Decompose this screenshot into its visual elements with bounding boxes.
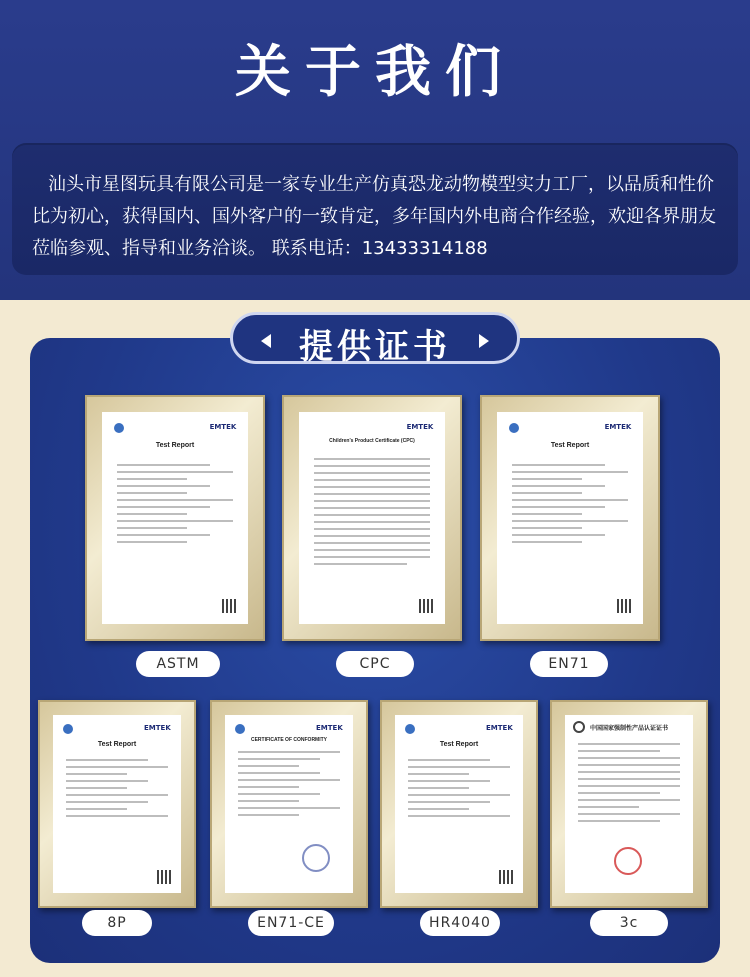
certificate-document [102,412,248,624]
certificate-document [53,715,181,893]
qr-code-icon [617,599,631,613]
certificate-label-hr4040: HR4040 [420,910,500,936]
cnas-logo-icon [114,423,124,433]
qr-code-icon [157,870,171,884]
emtek-logo: EMTEK [486,723,513,732]
document-title: Test Report [550,442,590,449]
emtek-logo: EMTEK [316,723,343,732]
seal-stamp-icon [302,844,330,872]
document-title: Test Report [97,741,137,748]
certificate-label-8p: 8P [82,910,152,936]
certificate-en71 [480,395,660,641]
certificate-label-astm: ASTM [136,651,220,677]
certificate-document [299,412,445,624]
certificate-document [225,715,353,893]
document-title: Children's Product Certificate (CPC) [329,438,415,444]
certificate-document [565,715,693,893]
qr-code-icon [419,599,433,613]
certificate-label-en71: EN71 [530,651,608,677]
company-intro-text: 汕头市星图玩具有限公司是一家专业生产仿真恐龙动物模型实力工厂，以品质和性价比为初心，获得国内、国外客户的一致肯定，多年国内外电商合作经验，欢迎各界朋友莅临参观、指导和业务洽谈。 联系电话：13433314188 [32,174,716,259]
document-title: Test Report [439,741,479,748]
certificate-document [395,715,523,893]
cnas-logo-icon [509,423,519,433]
certificate-astm [85,395,265,641]
cnas-logo-icon [405,724,415,734]
certificate-hr4040 [380,700,538,908]
certificates-banner [230,312,520,367]
certificate-label-en71-ce: EN71-CE [248,910,334,936]
cnas-logo-icon [63,724,73,734]
emtek-logo: EMTEK [209,422,237,431]
document-title: CERTIFICATE OF CONFORMITY [250,737,327,743]
emtek-logo: EMTEK [144,723,171,732]
certificate-label-cpc: CPC [336,651,414,677]
qr-code-icon [499,870,513,884]
certificate-en71-ce [210,700,368,908]
document-title: Test Report [155,442,195,449]
certificate-label-3c: 3c [590,910,668,936]
certificate-document [497,412,643,624]
right-arrow-icon [479,334,489,348]
cnas-logo-icon [235,724,245,734]
certificate-cpc [282,395,462,641]
qr-code-icon [222,599,236,613]
emtek-logo: EMTEK [604,422,632,431]
page-title: 关于我们 [235,40,515,105]
company-intro-box [12,143,738,275]
document-title: 中国国家强制性产品认证证书 [589,726,668,732]
red-seal-icon [614,847,642,875]
certificates-title: 提供证书 [299,327,451,367]
emtek-logo: EMTEK [406,422,434,431]
certificate-8p [38,700,196,908]
certificate-3c [550,700,708,908]
